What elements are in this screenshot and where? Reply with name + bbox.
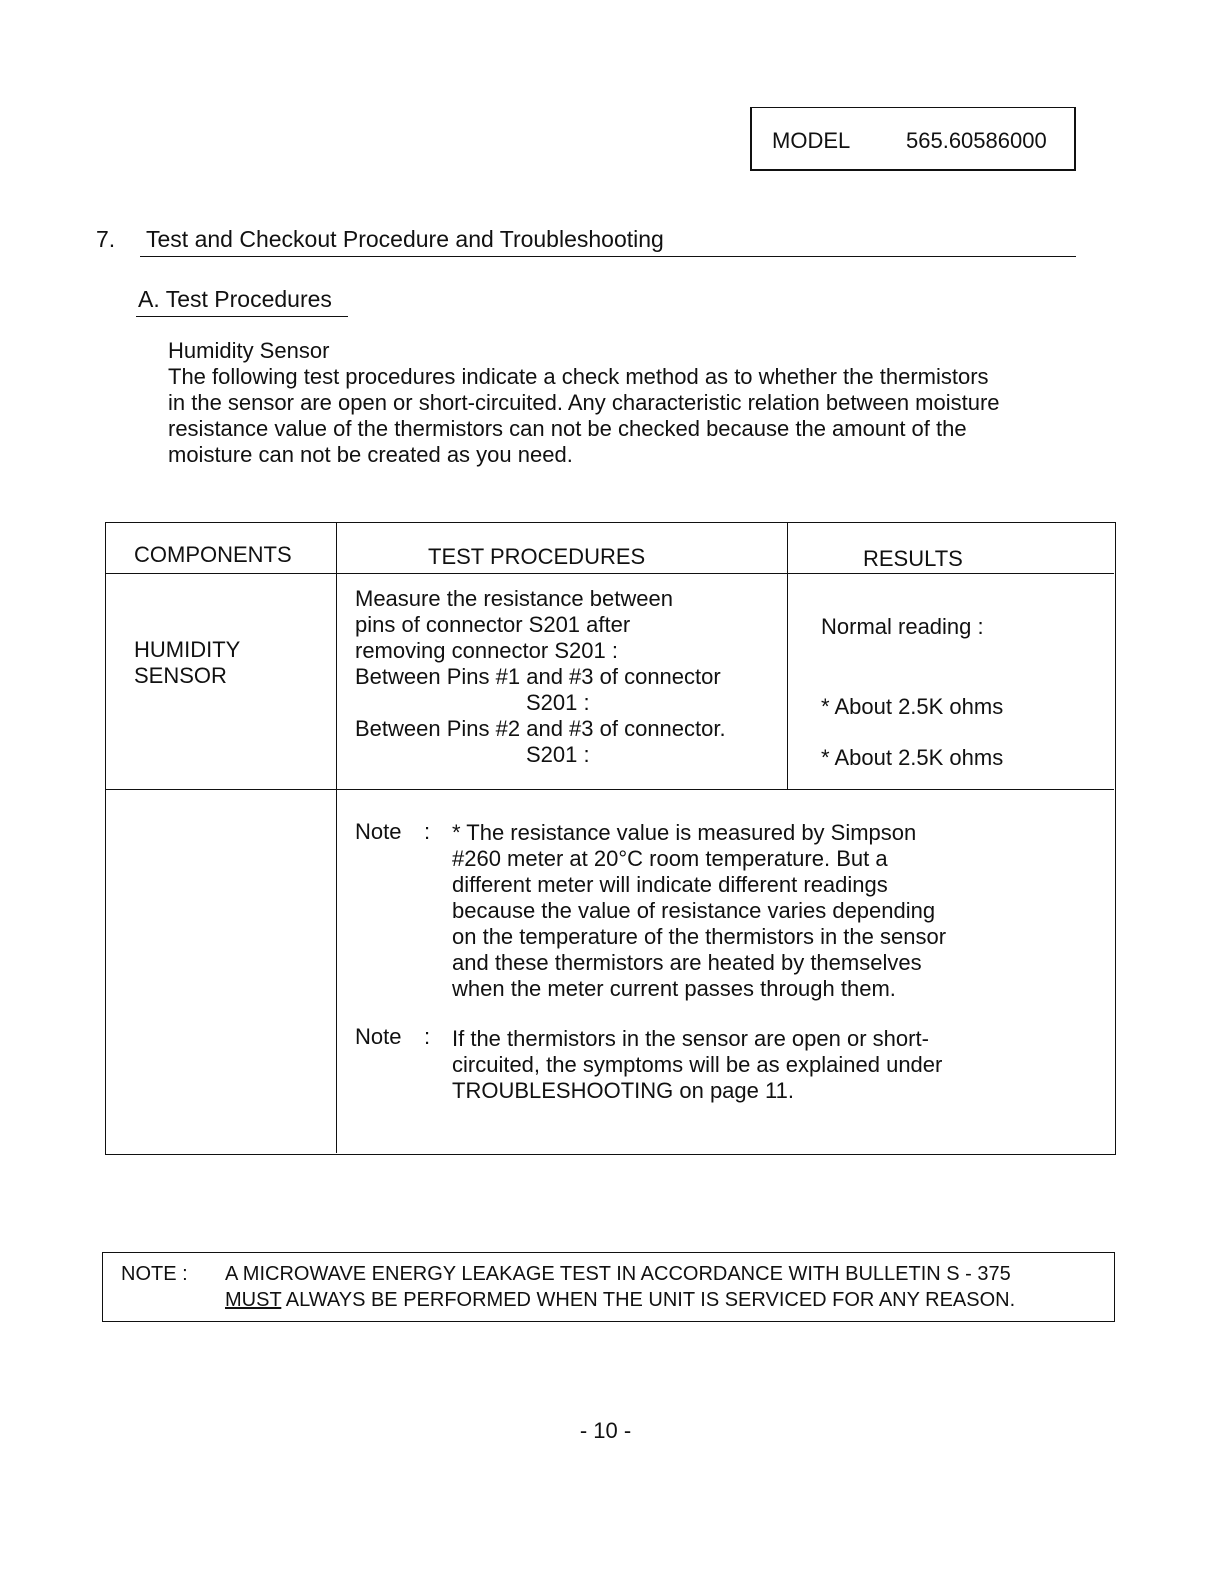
procedure-line: S201 : [526,742,590,767]
note-line: * The resistance value is measured by Simpson [452,820,917,845]
intro-line: in the sensor are open or short-circuited. Any characteristic relation between moisture [168,390,1000,415]
section-rule [140,256,1076,257]
result-reading: * About 2.5K ohms [821,694,1004,719]
header-components: COMPONENTS [134,542,292,567]
intro-paragraph [168,364,1128,468]
model-number: 565.60586000 [906,128,1047,153]
intro-heading: Humidity Sensor [168,338,330,363]
note-line: different meter will indicate different readings [452,872,888,897]
component-name: SENSOR [134,663,227,688]
table-divider [787,523,788,789]
procedure-line: removing connector S201 : [355,638,618,663]
component-name: HUMIDITY [134,637,241,662]
intro-line: moisture can not be created as you need. [168,442,573,467]
section-number: 7. [96,226,116,252]
header-results: RESULTS [863,546,963,571]
procedure-line: Measure the resistance between [355,586,673,611]
test-procedure-table [105,522,1116,1155]
note-emphasis: MUST [225,1289,282,1311]
intro-line: The following test procedures indicate a check method as to whether the thermistors [168,364,989,389]
procedure-line: pins of connector S201 after [355,612,631,637]
subsection-rule [136,316,348,317]
table-row-rule [106,789,1114,790]
note-line: because the value of resistance varies depending [452,898,936,923]
note-label: Note [355,819,402,844]
procedure-line: Between Pins #2 and #3 of connector. [355,716,726,741]
leakage-test-note [102,1252,1115,1322]
procedure-line: Between Pins #1 and #3 of connector [355,664,721,689]
procedure-line: S201 : [526,690,590,715]
table-divider [336,523,337,1153]
note-line: TROUBLESHOOTING on page 11. [452,1078,794,1103]
result-reading: * About 2.5K ohms [821,745,1004,770]
note-line: on the temperature of the thermistors in the sensor [452,924,947,949]
note-label: NOTE : [121,1263,188,1285]
note-separator: : [424,1024,431,1049]
note-line: A MICROWAVE ENERGY LEAKAGE TEST IN ACCORDANCE WITH BULLETIN S - 375 [225,1263,1011,1285]
header-test-procedures: TEST PROCEDURES [428,544,646,569]
note-separator: : [424,819,431,844]
intro-line: resistance value of the thermistors can not be checked because the amount of the [168,416,967,441]
note-line [225,1289,1015,1312]
subsection-title: A. Test Procedures [138,286,332,312]
note-line-rest: ALWAYS BE PERFORMED WHEN THE UNIT IS SERVICED FOR ANY REASON. [281,1289,1016,1311]
note-line: when the meter current passes through them. [452,976,896,1001]
note-line: #260 meter at 20°C room temperature. But a [452,846,888,871]
result-normal: Normal reading : [821,614,984,639]
note-label: Note [355,1024,402,1049]
section-title: Test and Checkout Procedure and Troubleshooting [146,226,664,252]
page-number: - 10 - [579,1418,632,1443]
note-line: If the thermistors in the sensor are open or short- [452,1026,929,1051]
table-header-rule [106,573,1114,574]
note-line: and these thermistors are heated by themselves [452,950,922,975]
model-label: MODEL [772,128,851,153]
note-line: circuited, the symptoms will be as explained under [452,1052,943,1077]
model-box [750,107,1076,171]
